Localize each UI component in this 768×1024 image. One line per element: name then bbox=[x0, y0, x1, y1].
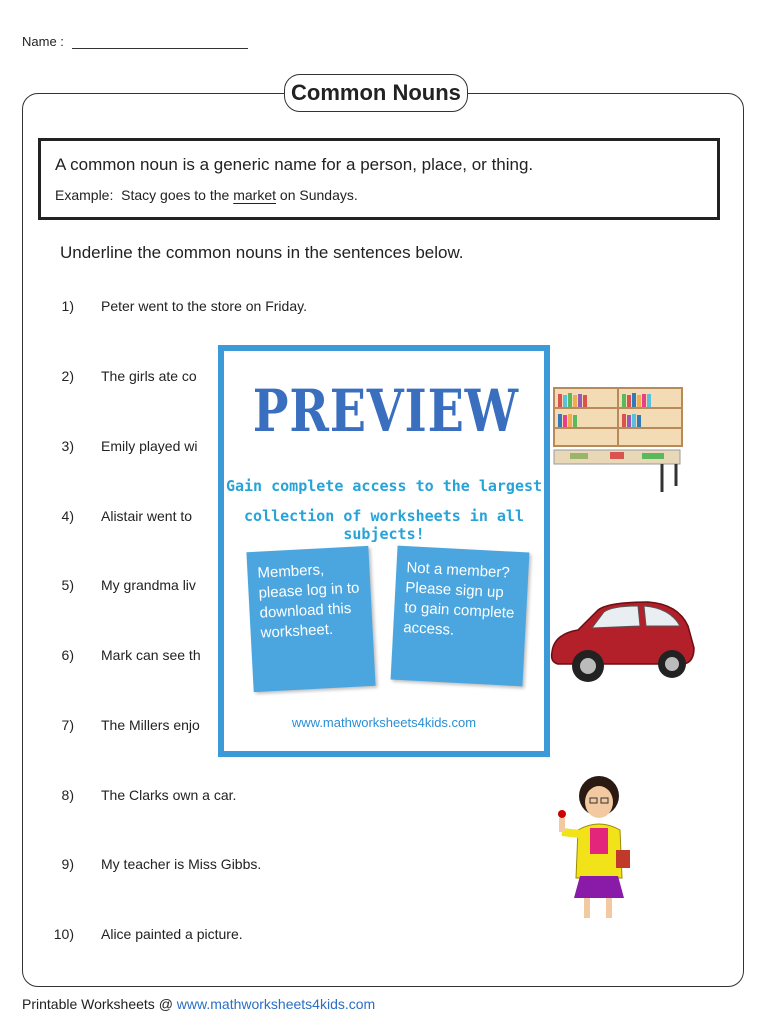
question-number: 10) bbox=[53, 926, 74, 942]
definition-text: A common noun is a generic name for a person, place, or thing. bbox=[55, 155, 534, 174]
question-number: 6) bbox=[61, 647, 74, 663]
question-text[interactable]: The Clarks own a car. bbox=[101, 787, 237, 803]
example-word: market bbox=[233, 187, 277, 203]
preview-subtitle-line2: collection of worksheets in all subjects! bbox=[244, 507, 524, 543]
preview-overlay bbox=[218, 345, 550, 757]
question-text[interactable]: Peter went to the store on Friday. bbox=[101, 298, 307, 314]
definition-example bbox=[55, 187, 358, 203]
example-pre: Stacy goes to the bbox=[121, 187, 230, 203]
member-login-card[interactable]: Members, please log in to download this worksheet. bbox=[246, 546, 375, 692]
question-number: 5) bbox=[61, 577, 74, 593]
question-text[interactable]: Alice painted a picture. bbox=[101, 926, 243, 942]
name-row bbox=[22, 34, 248, 49]
question-text[interactable]: My grandma liv bbox=[101, 577, 196, 593]
footer bbox=[22, 996, 375, 1012]
car-illustration bbox=[548, 596, 698, 692]
bookshelf-illustration bbox=[550, 386, 686, 496]
question-text[interactable]: My teacher is Miss Gibbs. bbox=[101, 856, 262, 872]
question-text[interactable]: Alistair went to bbox=[101, 508, 193, 524]
question-number: 2) bbox=[61, 368, 74, 384]
footer-label: Printable Worksheets @ bbox=[22, 996, 173, 1012]
question-number: 4) bbox=[61, 508, 74, 524]
preview-subtitle-line1: Gain complete access to the largest bbox=[225, 477, 543, 495]
name-label: Name : bbox=[22, 34, 64, 49]
teacher-illustration bbox=[552, 774, 642, 924]
example-post: on Sundays. bbox=[279, 187, 358, 203]
footer-link[interactable]: www.mathworksheets4kids.com bbox=[176, 996, 376, 1012]
signup-card[interactable]: Not a member? Please sign up to gain complete access. bbox=[391, 546, 530, 687]
question-number: 8) bbox=[61, 787, 74, 803]
question-text[interactable]: The Millers enjo bbox=[101, 717, 200, 733]
question-text[interactable]: Emily played wi bbox=[101, 438, 198, 454]
question-number: 9) bbox=[61, 856, 74, 872]
instruction: Underline the common nouns in the sentences below. bbox=[60, 243, 464, 262]
example-label: Example: bbox=[55, 187, 114, 203]
preview-title: PREVIEW bbox=[252, 377, 519, 445]
question-number: 3) bbox=[61, 438, 74, 454]
worksheet-title: Common Nouns bbox=[284, 74, 468, 112]
question-number: 1) bbox=[61, 298, 74, 314]
question-number: 7) bbox=[61, 717, 74, 733]
preview-link[interactable]: www.mathworksheets4kids.com bbox=[291, 715, 477, 730]
name-blank[interactable] bbox=[72, 34, 248, 49]
definition-box bbox=[38, 138, 720, 220]
question-text[interactable]: Mark can see th bbox=[101, 647, 201, 663]
question-text[interactable]: The girls ate co bbox=[101, 368, 197, 384]
